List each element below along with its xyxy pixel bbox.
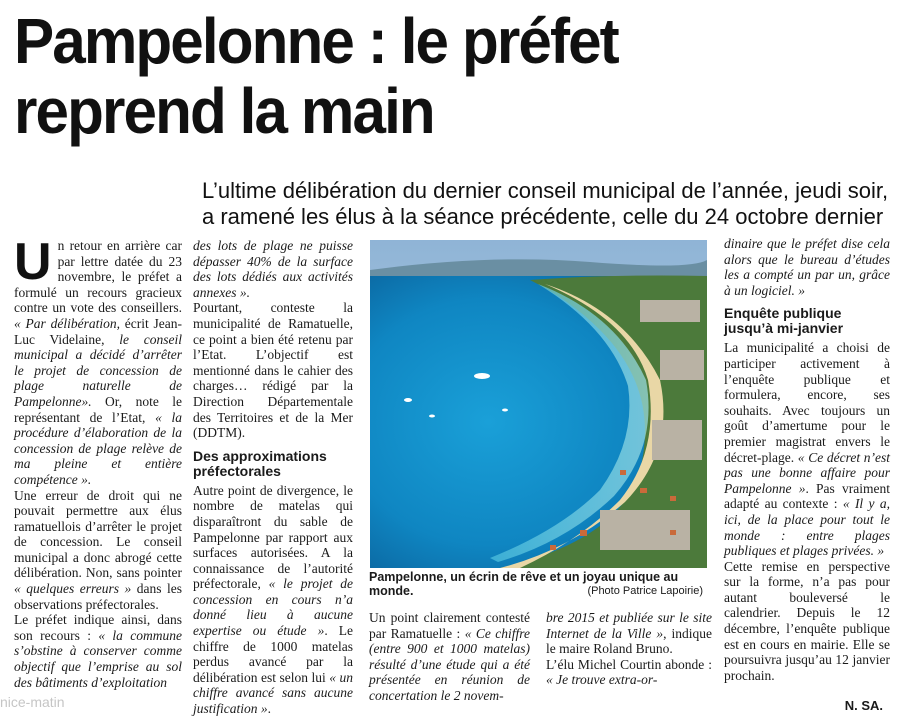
paragraph <box>546 610 712 657</box>
paragraph <box>14 233 182 488</box>
text-run: La municipalité a choisi de participer activement à l’enquête publique et formulera, encore, ses souhaits. Avec toujours un goût d’amertume pour le premier magistrat envers le décret-plage. <box>724 340 890 465</box>
text-run: Autre point de divergence, le nombre de matelas qui disparaîtront du sable de Pampelonne par rapport aux surfaces autorisées. A la connaissance de l’autorité préfectorale, <box>193 482 353 592</box>
drop-cap: U <box>14 233 52 291</box>
quote: « Ce décret n’est pas une bonne affaire pour Pampelonne » <box>724 449 891 496</box>
paragraph <box>724 340 890 558</box>
article-lede: L’ultime délibération du dernier conseil municipal de l’année, jeudi soir, a ramené les élus à la séance précédente, celle du 24 octobre dernier <box>202 178 889 229</box>
quote: le conseil municipal a décidé d’arrêter le projet de concession de plage naturelle de Pampelonne». <box>14 331 182 409</box>
section-subhead: Des approximations préfectorales <box>193 447 327 479</box>
paragraph <box>546 657 712 688</box>
author-signature: N. SA. <box>844 698 883 713</box>
photo-caption <box>369 570 709 598</box>
quote: « Je trouve extra-or- <box>546 672 658 688</box>
paragraph <box>14 612 182 690</box>
quote: « la procédure d’élaboration de la concession de plage relève de ma pleine et entière compétence ». <box>14 409 182 487</box>
article-column-1 <box>14 233 183 690</box>
text-run: dans les observations préfectorales. <box>14 581 182 612</box>
quote: « un chiffre avancé sans aucune justification » <box>193 669 354 717</box>
article-column-2 <box>193 238 353 717</box>
text-run: . <box>267 701 272 717</box>
paragraph: Cette remise en perspective sur la forme, n’a pas pour autant bouleversé le calendrier. Depuis le 12 décembre, l’enquête publique est en cours en mairie. Elle se poursuivra jusqu’au 12 janvier prochain. <box>724 558 890 683</box>
quote: « Par délibération, <box>14 315 125 331</box>
quote: « le projet de concession en cours n’a donné lieu à aucune expertise ou étude » <box>193 576 353 639</box>
quote: « quelques erreurs » <box>14 581 132 597</box>
text-run: n retour en arrière car par lettre datée du 23 novembre, le préfet a formulé un recours gracieux contre un vote des conseillers. <box>14 238 182 316</box>
headline: Pampelonne : le préfet reprend la main <box>14 5 618 147</box>
text-run: . Le chiffre de 1000 matelas perdus avancé par la délibération est selon lui <box>193 623 353 685</box>
text-run: Une erreur de droit qui ne pouvait permettre aux élus ramatuellois d’arrêter le projet de concession. Le conseil municipal a donc abrogé cette délibération. Non, sans pointer <box>14 487 182 581</box>
beach-aerial-image <box>370 240 707 568</box>
quote: « Il y a, ici, de la place pour tout le monde : entre plages publiques et plages privées. » <box>724 496 890 559</box>
paragraph <box>193 483 353 717</box>
paragraph <box>14 488 182 613</box>
text-run: , indique le maire Roland Bruno. <box>546 625 713 657</box>
text-run: . Pas vraiment adapté au contexte : <box>724 480 890 512</box>
quote: des lots de plage ne puisse dépasser 40% de la surface des lots dédiés aux activités annexes ». <box>193 238 353 300</box>
quote: bre 2015 et publiée sur le site Internet de la Ville » <box>546 610 712 641</box>
paragraph: Pourtant, conteste la municipalité de Ramatuelle, ce point a bien été retenu par l’Etat. L’objectif est mentionné dans le cahier des charges… rédigé par la Direction Départementale des Territoires et de la Mer (DDTM). <box>193 300 353 441</box>
text-run: Or, note le représentant de l’Etat, <box>14 393 182 425</box>
beach-photo <box>370 240 707 568</box>
article-column-5 <box>724 236 890 683</box>
watermark: nice-matin <box>0 694 65 710</box>
quote: dinaire que le préfet dise cela alors que le bureau d’études les a compté un par un, grâce à un logiciel. » <box>724 236 890 298</box>
article-column-3 <box>369 610 530 704</box>
quote: « la commune s’obstine à conserver comme objectif que l’emprise au sol des bâtiments d’exploitation <box>14 627 183 690</box>
caption-text: Pampelonne, un écrin de rêve et un joyau unique au monde. <box>369 570 679 598</box>
photo-credit: (Photo Patrice Lapoirie) <box>587 585 703 597</box>
quote: « Ce chiffre (entre 900 et 1000 matelas) résulté d’une étude qui a été présentée en réunion de concertation le 2 novem- <box>369 625 530 703</box>
text-run: Le préfet indique ainsi, dans son recours : <box>14 612 182 643</box>
paragraph <box>193 238 353 300</box>
paragraph <box>369 610 530 704</box>
text-run: Un point clairement contesté par Ramatuelle : <box>369 610 530 641</box>
article-column-4 <box>546 610 712 688</box>
text-run: écrit Jean-Luc Videlaine, <box>14 315 182 347</box>
text-run: L’élu Michel Courtin abonde : <box>546 656 712 672</box>
section-subhead: Enquête publique jusqu’à mi-janvier <box>724 305 844 337</box>
paragraph <box>724 236 890 298</box>
